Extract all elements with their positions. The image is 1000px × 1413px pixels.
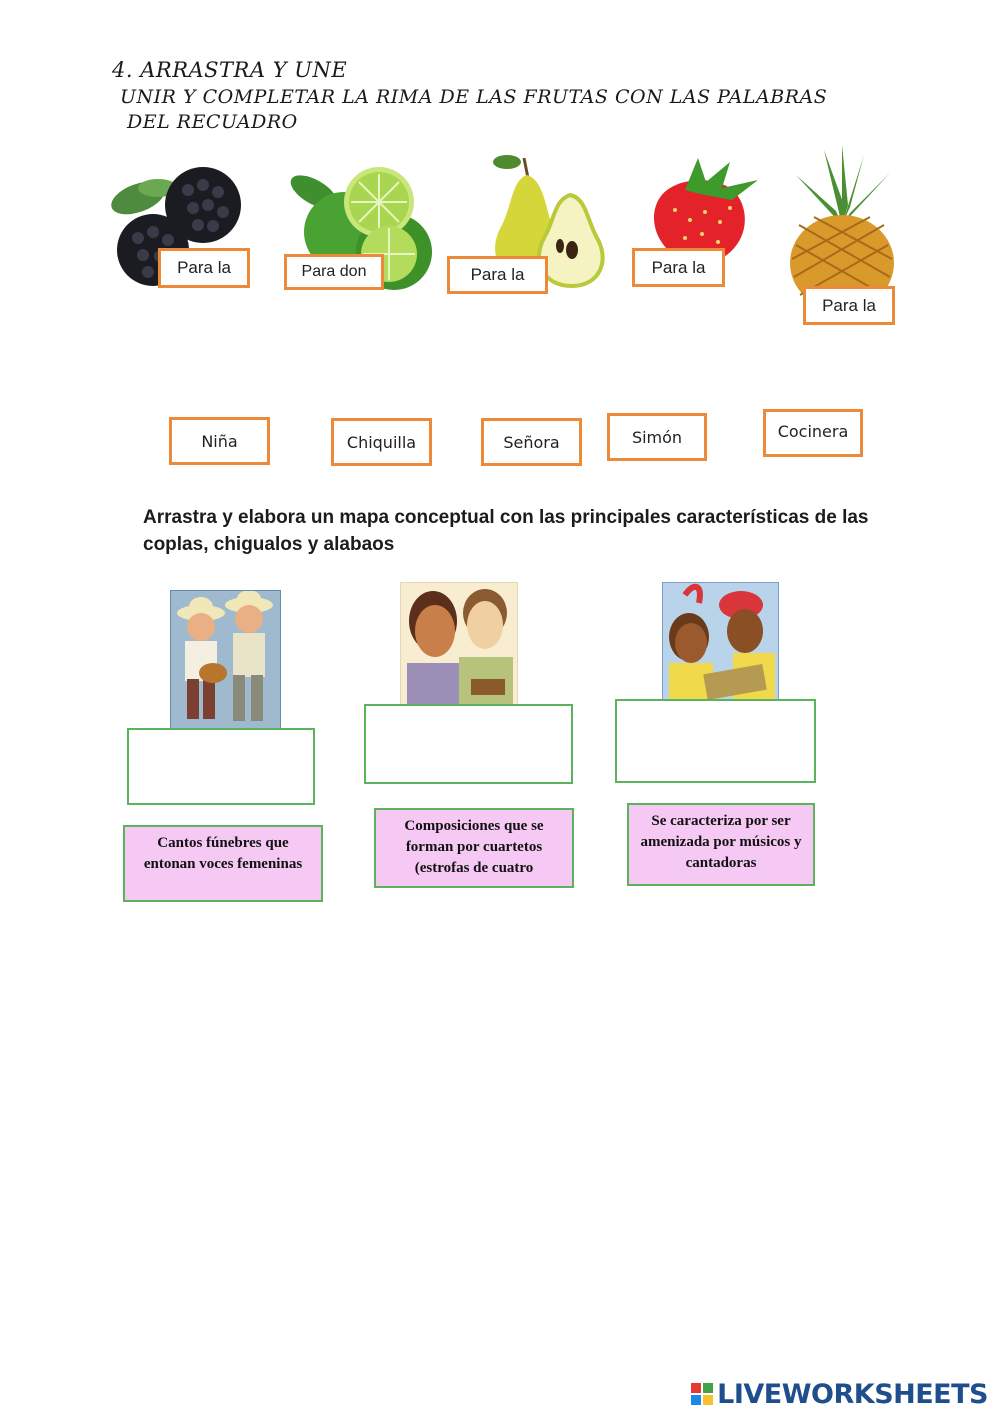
logo-text: LIVEWORKSHEETS bbox=[717, 1378, 988, 1410]
logo-badge-icon bbox=[691, 1383, 713, 1405]
drop-box-1[interactable] bbox=[127, 728, 315, 805]
exercise-title: 4. ARRASTRA Y UNE bbox=[112, 58, 348, 82]
description-2[interactable]: Composiciones que se forman por cuartetos (estrofas de cuatro bbox=[374, 808, 574, 888]
word-nina[interactable]: Niña bbox=[169, 417, 270, 465]
drop-box-3[interactable] bbox=[615, 699, 816, 783]
word-cocinera[interactable]: Cocinera bbox=[763, 409, 863, 457]
word-chiquilla[interactable]: Chiquilla bbox=[331, 418, 432, 466]
singers-icon bbox=[400, 582, 518, 706]
fruit-label-1: Para la bbox=[158, 248, 250, 288]
instruction-text: Arrastra y elabora un mapa conceptual con las principales características de las coplas, chigualos y alabaos bbox=[143, 507, 869, 555]
fruit-label-4: Para la bbox=[632, 248, 725, 287]
description-3[interactable]: Se caracteriza por ser amenizada por músicos y cantadoras bbox=[627, 803, 815, 886]
exercise-subtitle-2: DEL RECUADRO bbox=[127, 111, 298, 133]
fruit-label-2: Para don bbox=[284, 254, 384, 290]
exercise-subtitle: UNIR Y COMPLETAR LA RIMA DE LAS FRUTAS CON LAS PALABRAS bbox=[120, 86, 828, 108]
fruit-label-3: Para la bbox=[447, 256, 548, 294]
fruit-label-5: Para la bbox=[803, 286, 895, 325]
word-senora[interactable]: Señora bbox=[481, 418, 582, 466]
drop-box-2[interactable] bbox=[364, 704, 573, 784]
liveworksheets-logo bbox=[691, 1376, 988, 1412]
word-simon[interactable]: Simón bbox=[607, 413, 707, 461]
description-1[interactable]: Cantos fúnebres que entonan voces femeninas bbox=[123, 825, 323, 902]
musicians-icon bbox=[170, 590, 281, 733]
marimba-icon bbox=[662, 582, 779, 702]
